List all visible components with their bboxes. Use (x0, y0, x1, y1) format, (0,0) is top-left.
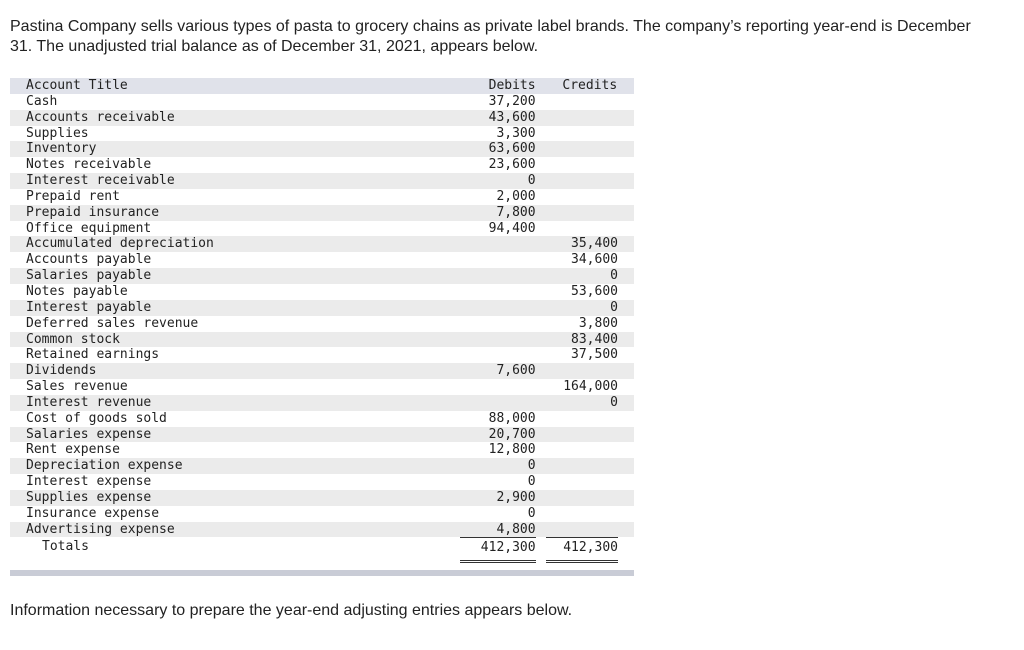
debit-cell: 0 (460, 173, 546, 189)
credit-cell (546, 189, 634, 205)
credit-cell (546, 490, 634, 506)
account-cell: Prepaid rent (10, 189, 460, 205)
account-cell: Interest payable (10, 300, 460, 316)
debit-cell: 37,200 (460, 94, 546, 110)
account-cell: Cash (10, 94, 460, 110)
credit-cell (546, 458, 634, 474)
debit-cell (460, 379, 546, 395)
credit-cell: 0 (546, 268, 634, 284)
header-debits: Debits (460, 78, 546, 94)
table-row (10, 221, 634, 237)
account-cell: Salaries expense (10, 427, 460, 443)
account-cell: Interest revenue (10, 395, 460, 411)
credit-cell: 0 (546, 300, 634, 316)
trial-balance-table (10, 78, 634, 563)
debit-cell: 20,700 (460, 427, 546, 443)
account-cell: Advertising expense (10, 522, 460, 538)
credit-cell (546, 126, 634, 142)
credit-cell: 34,600 (546, 252, 634, 268)
table-row (10, 205, 634, 221)
account-cell: Interest expense (10, 474, 460, 490)
account-cell: Notes receivable (10, 157, 460, 173)
table-row (10, 332, 634, 348)
table-row (10, 284, 634, 300)
table-row (10, 458, 634, 474)
account-cell: Accounts payable (10, 252, 460, 268)
intro-paragraph: Pastina Company sells various types of pasta to grocery chains as private label brands. The company’s reporting year-end is December 31. The unadjusted trial balance as of December 31, 2021, appears below. (10, 18, 971, 55)
table-row (10, 157, 634, 173)
table-row (10, 236, 634, 252)
debit-cell: 88,000 (460, 411, 546, 427)
table-footer-bar (10, 570, 634, 576)
credit-cell: 164,000 (546, 379, 634, 395)
header-account-title: Account Title (10, 78, 460, 94)
table-row (10, 395, 634, 411)
table-row (10, 189, 634, 205)
table-row (10, 474, 634, 490)
account-cell: Insurance expense (10, 506, 460, 522)
table-row (10, 379, 634, 395)
table-row (10, 300, 634, 316)
debit-cell: 2,900 (460, 490, 546, 506)
totals-row (10, 537, 634, 563)
account-cell: Prepaid insurance (10, 205, 460, 221)
table-row (10, 442, 634, 458)
totals-label: Totals (10, 537, 460, 563)
table-row (10, 110, 634, 126)
credit-cell (546, 506, 634, 522)
account-cell: Rent expense (10, 442, 460, 458)
credit-cell: 0 (546, 395, 634, 411)
account-cell: Depreciation expense (10, 458, 460, 474)
account-cell: Interest receivable (10, 173, 460, 189)
debit-cell (460, 284, 546, 300)
debit-cell: 63,600 (460, 141, 546, 157)
table-row (10, 252, 634, 268)
debit-cell (460, 347, 546, 363)
credit-cell: 3,800 (546, 316, 634, 332)
debit-cell: 23,600 (460, 157, 546, 173)
debit-cell: 94,400 (460, 221, 546, 237)
debit-cell: 2,000 (460, 189, 546, 205)
debit-cell (460, 236, 546, 252)
credit-cell (546, 442, 634, 458)
header-credits: Credits (546, 78, 634, 94)
account-cell: Cost of goods sold (10, 411, 460, 427)
debit-cell (460, 252, 546, 268)
debit-cell: 43,600 (460, 110, 546, 126)
table-row (10, 347, 634, 363)
credit-cell (546, 363, 634, 379)
credit-cell: 53,600 (546, 284, 634, 300)
table-header-row (10, 78, 634, 94)
credit-cell (546, 522, 634, 538)
account-cell: Sales revenue (10, 379, 460, 395)
debit-cell: 0 (460, 458, 546, 474)
debit-cell: 12,800 (460, 442, 546, 458)
credit-cell (546, 205, 634, 221)
table-row (10, 490, 634, 506)
table-row (10, 427, 634, 443)
credit-cell (546, 427, 634, 443)
account-cell: Deferred sales revenue (10, 316, 460, 332)
credit-cell: 35,400 (546, 236, 634, 252)
totals-debit-cell (460, 537, 546, 563)
totals-debit-value: 412,300 (460, 537, 536, 563)
table-row (10, 173, 634, 189)
account-cell: Dividends (10, 363, 460, 379)
debit-cell: 7,800 (460, 205, 546, 221)
debit-cell (460, 332, 546, 348)
debit-cell: 3,300 (460, 126, 546, 142)
credit-cell (546, 173, 634, 189)
outro-paragraph: Information necessary to prepare the year-end adjusting entries appears below. (10, 602, 573, 619)
account-cell: Inventory (10, 141, 460, 157)
totals-credit-cell (546, 537, 634, 563)
table-row (10, 94, 634, 110)
table-row (10, 522, 634, 538)
credit-cell (546, 141, 634, 157)
table-row (10, 506, 634, 522)
account-cell: Retained earnings (10, 347, 460, 363)
credit-cell (546, 94, 634, 110)
account-cell: Salaries payable (10, 268, 460, 284)
debit-cell (460, 300, 546, 316)
totals-credit-value: 412,300 (546, 537, 618, 563)
account-cell: Accumulated depreciation (10, 236, 460, 252)
table-row (10, 141, 634, 157)
credit-cell (546, 110, 634, 126)
debit-cell: 0 (460, 474, 546, 490)
table-row (10, 411, 634, 427)
debit-cell (460, 268, 546, 284)
debit-cell: 0 (460, 506, 546, 522)
debit-cell: 4,800 (460, 522, 546, 538)
debit-cell: 7,600 (460, 363, 546, 379)
table-row (10, 126, 634, 142)
table-row (10, 268, 634, 284)
debit-cell (460, 395, 546, 411)
credit-cell (546, 221, 634, 237)
debit-cell (460, 316, 546, 332)
account-cell: Accounts receivable (10, 110, 460, 126)
account-cell: Supplies (10, 126, 460, 142)
account-cell: Office equipment (10, 221, 460, 237)
credit-cell: 37,500 (546, 347, 634, 363)
account-cell: Supplies expense (10, 490, 460, 506)
credit-cell (546, 411, 634, 427)
credit-cell (546, 474, 634, 490)
table-row (10, 363, 634, 379)
account-cell: Common stock (10, 332, 460, 348)
account-cell: Notes payable (10, 284, 460, 300)
credit-cell (546, 157, 634, 173)
credit-cell: 83,400 (546, 332, 634, 348)
table-row (10, 316, 634, 332)
